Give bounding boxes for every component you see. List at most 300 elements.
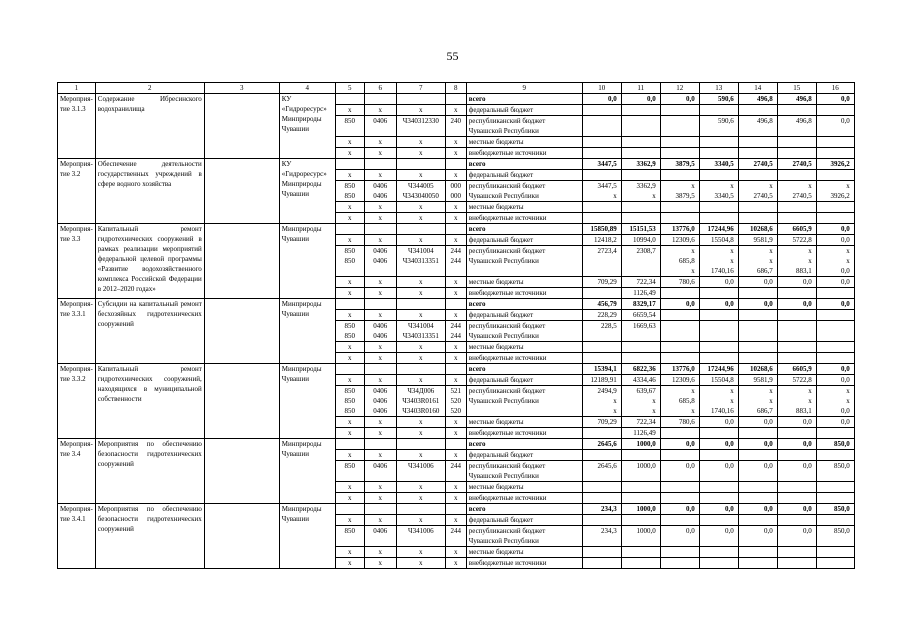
value-cell-14: 0,0 xyxy=(738,439,777,450)
value-cell-10 xyxy=(582,148,621,159)
value-cell-14: 2740,5 xyxy=(738,159,777,170)
header-row xyxy=(58,83,855,94)
value-cell-14: 496,8 xyxy=(738,116,777,137)
funding-source: всего xyxy=(466,439,582,450)
value-cell-12 xyxy=(660,116,699,137)
value-cell-14: 10268,6 xyxy=(738,224,777,235)
value-cell-14: 9581,9 xyxy=(738,235,777,246)
value-cell-10 xyxy=(582,515,621,526)
value-cell-11: 722,34 xyxy=(621,417,660,428)
value-cell-12: 0,0 xyxy=(660,439,699,450)
value-cell-16: x x 0,0 xyxy=(816,246,854,277)
code-cell-c8: 000 000 xyxy=(445,181,466,202)
value-cell-10: 2645,6 xyxy=(582,461,621,482)
value-cell-11: 4334,46 xyxy=(621,375,660,386)
code-cell-c7: x xyxy=(396,288,445,299)
column-header-14: 14 xyxy=(738,83,777,94)
activity-description: Обеспечение деятельности государственных учреждений в сфере водного хозяйства xyxy=(95,159,204,224)
table-row xyxy=(58,159,855,170)
code-cell-c8: x xyxy=(445,137,466,148)
code-cell-c5: x xyxy=(335,277,364,288)
funding-source: всего xyxy=(466,504,582,515)
value-cell-15: 5722,8 xyxy=(777,375,816,386)
value-cell-14: 10268,6 xyxy=(738,364,777,375)
value-cell-13 xyxy=(699,515,738,526)
funding-source: внебюджетные источники xyxy=(466,493,582,504)
code-cell-c6: x xyxy=(364,450,396,461)
value-cell-13 xyxy=(699,547,738,558)
value-cell-10: 15394,1 xyxy=(582,364,621,375)
value-cell-10: 228,5 xyxy=(582,321,621,342)
code-cell-c8 xyxy=(445,439,466,450)
funding-source: федеральный бюджет xyxy=(466,235,582,246)
value-cell-16: 0,0 xyxy=(816,224,854,235)
funding-source: местные бюджеты xyxy=(466,417,582,428)
value-cell-11: 6659,54 xyxy=(621,310,660,321)
activity-description: Капитальный ремонт гидротехнических сооружений, находящихся в муниципальной собственности xyxy=(95,364,204,439)
value-cell-15 xyxy=(777,493,816,504)
value-cell-13 xyxy=(699,450,738,461)
value-cell-15 xyxy=(777,342,816,353)
funding-source: внебюджетные источники xyxy=(466,288,582,299)
code-cell-c8: x xyxy=(445,375,466,386)
value-cell-16: 0,0 xyxy=(816,94,854,105)
funding-source: местные бюджеты xyxy=(466,137,582,148)
activity-description: Содержание Ибресинского водохранилища xyxy=(95,94,204,159)
value-cell-11 xyxy=(621,450,660,461)
value-cell-14 xyxy=(738,321,777,342)
funding-source: федеральный бюджет xyxy=(466,515,582,526)
code-cell-c5: 850 850 xyxy=(335,181,364,202)
code-cell-c6: x xyxy=(364,375,396,386)
activity-description: Субсидии на капитальный ремонт бесхозяйных гидротехнических сооружений xyxy=(95,299,204,364)
value-cell-10 xyxy=(582,288,621,299)
column-header-15: 15 xyxy=(777,83,816,94)
code-cell-c7: Ч341004 Ч340313351 xyxy=(396,321,445,342)
value-cell-14: 0,0 xyxy=(738,417,777,428)
code-cell-c8: x xyxy=(445,310,466,321)
code-cell-c8: 240 xyxy=(445,116,466,137)
value-cell-15: 0,0 xyxy=(777,504,816,515)
value-cell-12: 13776,0 xyxy=(660,224,699,235)
value-cell-11: 0,0 xyxy=(621,94,660,105)
value-cell-16 xyxy=(816,558,854,569)
code-cell-c8: x xyxy=(445,105,466,116)
code-cell-c6: 0406 0406 xyxy=(364,181,396,202)
value-cell-16: 0,0 xyxy=(816,417,854,428)
funding-source: внебюджетные источники xyxy=(466,148,582,159)
value-cell-11 xyxy=(621,353,660,364)
value-cell-10: 2494,9 x x xyxy=(582,386,621,417)
value-cell-11 xyxy=(621,148,660,159)
funding-source: всего xyxy=(466,159,582,170)
table-row xyxy=(58,94,855,105)
code-cell-c6: x xyxy=(364,342,396,353)
value-cell-11 xyxy=(621,342,660,353)
code-cell-c5: x xyxy=(335,170,364,181)
code-cell-c5: 850 850 850 xyxy=(335,386,364,417)
value-cell-11: 1669,63 xyxy=(621,321,660,342)
table-row xyxy=(58,364,855,375)
funding-source: всего xyxy=(466,299,582,310)
value-cell-16 xyxy=(816,353,854,364)
value-cell-13: 590,6 xyxy=(699,94,738,105)
code-cell-c8: x xyxy=(445,148,466,159)
code-cell-c8: 244 xyxy=(445,526,466,547)
funding-source: местные бюджеты xyxy=(466,482,582,493)
value-cell-16 xyxy=(816,428,854,439)
value-cell-12: 12309,6 xyxy=(660,235,699,246)
value-cell-14: 0,0 xyxy=(738,277,777,288)
code-cell-c5 xyxy=(335,94,364,105)
value-cell-16 xyxy=(816,450,854,461)
code-cell-c5: x xyxy=(335,288,364,299)
responsible-cell xyxy=(204,94,279,159)
code-cell-c7: x xyxy=(396,310,445,321)
value-cell-12 xyxy=(660,170,699,181)
value-cell-11 xyxy=(621,105,660,116)
value-cell-12: 0,0 xyxy=(660,461,699,482)
column-header-13: 13 xyxy=(699,83,738,94)
value-cell-14 xyxy=(738,310,777,321)
value-cell-10: 2723,4 xyxy=(582,246,621,277)
code-cell-c7: x xyxy=(396,558,445,569)
code-cell-c7: x xyxy=(396,417,445,428)
value-cell-13: x 3340,5 xyxy=(699,181,738,202)
value-cell-16: x 3926,2 xyxy=(816,181,854,202)
value-cell-15: 6605,9 xyxy=(777,224,816,235)
value-cell-12 xyxy=(660,558,699,569)
value-cell-16 xyxy=(816,148,854,159)
value-cell-14 xyxy=(738,482,777,493)
value-cell-13 xyxy=(699,288,738,299)
value-cell-11: 1000,0 xyxy=(621,526,660,547)
executor-cell: Минприроды Чувашии xyxy=(279,364,335,439)
value-cell-14: 0,0 xyxy=(738,504,777,515)
value-cell-10 xyxy=(582,116,621,137)
value-cell-15: x 2740,5 xyxy=(777,181,816,202)
code-cell-c5: 850 xyxy=(335,526,364,547)
value-cell-12: x 685,8 x xyxy=(660,386,699,417)
responsible-cell xyxy=(204,439,279,504)
funding-source: республиканский бюджет Чувашской Республики xyxy=(466,461,582,482)
code-cell-c5: x xyxy=(335,105,364,116)
value-cell-13 xyxy=(699,202,738,213)
code-cell-c5 xyxy=(335,299,364,310)
code-cell-c5: x xyxy=(335,547,364,558)
value-cell-14 xyxy=(738,170,777,181)
value-cell-11: 1000,0 xyxy=(621,504,660,515)
value-cell-15: x x 883,1 xyxy=(777,386,816,417)
code-cell-c5: x xyxy=(335,235,364,246)
value-cell-12: 13776,0 xyxy=(660,364,699,375)
value-cell-15: 2740,5 xyxy=(777,159,816,170)
value-cell-10 xyxy=(582,482,621,493)
code-cell-c6: 0406 0406 xyxy=(364,321,396,342)
value-cell-15: 5722,8 xyxy=(777,235,816,246)
value-cell-15 xyxy=(777,170,816,181)
code-cell-c5: 850 xyxy=(335,461,364,482)
value-cell-15 xyxy=(777,353,816,364)
page-number: 55 xyxy=(446,49,459,63)
code-cell-c7 xyxy=(396,439,445,450)
value-cell-13 xyxy=(699,170,738,181)
code-cell-c7: x xyxy=(396,170,445,181)
value-cell-16 xyxy=(816,321,854,342)
value-cell-11 xyxy=(621,515,660,526)
value-cell-11: 1000,0 xyxy=(621,461,660,482)
code-cell-c6: x xyxy=(364,417,396,428)
value-cell-16: 0,0 xyxy=(816,299,854,310)
code-cell-c6 xyxy=(364,94,396,105)
code-cell-c6: x xyxy=(364,493,396,504)
executor-cell: КУ «Гидроресурс» Минприроды Чувашии xyxy=(279,159,335,224)
column-header-9: 9 xyxy=(466,83,582,94)
code-cell-c8: x xyxy=(445,493,466,504)
value-cell-12: 0,0 xyxy=(660,94,699,105)
column-header-11: 11 xyxy=(621,83,660,94)
value-cell-16 xyxy=(816,342,854,353)
table-row xyxy=(58,439,855,450)
responsible-cell xyxy=(204,224,279,299)
value-cell-11 xyxy=(621,137,660,148)
executor-cell: КУ «Гидроресурс» Минприроды Чувашии xyxy=(279,94,335,159)
funding-source: местные бюджеты xyxy=(466,277,582,288)
value-cell-10: 3447,5 x xyxy=(582,181,621,202)
value-cell-12 xyxy=(660,288,699,299)
column-header-10: 10 xyxy=(582,83,621,94)
code-cell-c7 xyxy=(396,364,445,375)
code-cell-c7: x xyxy=(396,493,445,504)
value-cell-11 xyxy=(621,493,660,504)
value-cell-13: 0,0 xyxy=(699,439,738,450)
value-cell-16 xyxy=(816,493,854,504)
value-cell-13: 0,0 xyxy=(699,299,738,310)
code-cell-c5: x xyxy=(335,558,364,569)
code-cell-c6: x xyxy=(364,482,396,493)
value-cell-16 xyxy=(816,202,854,213)
table-row xyxy=(58,299,855,310)
value-cell-14 xyxy=(738,288,777,299)
code-cell-c7: Ч341006 xyxy=(396,526,445,547)
value-cell-13 xyxy=(699,310,738,321)
code-cell-c7: x xyxy=(396,137,445,148)
code-cell-c6 xyxy=(364,224,396,235)
value-cell-14 xyxy=(738,515,777,526)
code-cell-c8 xyxy=(445,159,466,170)
code-cell-c8: 521 520 520 xyxy=(445,386,466,417)
value-cell-13 xyxy=(699,353,738,364)
funding-source: федеральный бюджет xyxy=(466,170,582,181)
responsible-cell xyxy=(204,159,279,224)
value-cell-12 xyxy=(660,310,699,321)
value-cell-15: 0,0 xyxy=(777,299,816,310)
value-cell-13: 590,6 xyxy=(699,116,738,137)
value-cell-10: 234,3 xyxy=(582,504,621,515)
executor-cell: Минприроды Чувашии xyxy=(279,224,335,299)
activity-name: Мероприя-тие 3.3.1 xyxy=(58,299,96,364)
value-cell-13: 15504,8 xyxy=(699,235,738,246)
value-cell-16: 850,0 xyxy=(816,461,854,482)
budget-table xyxy=(57,82,855,569)
value-cell-16 xyxy=(816,288,854,299)
code-cell-c6 xyxy=(364,439,396,450)
value-cell-16 xyxy=(816,170,854,181)
code-cell-c7 xyxy=(396,504,445,515)
value-cell-15: 0,0 xyxy=(777,439,816,450)
code-cell-c6: x xyxy=(364,310,396,321)
value-cell-11: 1126,49 xyxy=(621,428,660,439)
code-cell-c6 xyxy=(364,159,396,170)
value-cell-12: 780,6 xyxy=(660,417,699,428)
responsible-cell xyxy=(204,504,279,569)
value-cell-13: x x 1740,16 xyxy=(699,246,738,277)
value-cell-13 xyxy=(699,493,738,504)
funding-source: внебюджетные источники xyxy=(466,558,582,569)
value-cell-12 xyxy=(660,428,699,439)
value-cell-13 xyxy=(699,105,738,116)
code-cell-c8: x xyxy=(445,558,466,569)
value-cell-13: 17244,96 xyxy=(699,364,738,375)
code-cell-c6: x xyxy=(364,288,396,299)
value-cell-11: 1000,0 xyxy=(621,439,660,450)
value-cell-11 xyxy=(621,482,660,493)
value-cell-10: 709,29 xyxy=(582,417,621,428)
code-cell-c5: x xyxy=(335,213,364,224)
code-cell-c7: x xyxy=(396,353,445,364)
value-cell-14 xyxy=(738,450,777,461)
code-cell-c5: x xyxy=(335,342,364,353)
value-cell-14: x x 686,7 xyxy=(738,386,777,417)
value-cell-14 xyxy=(738,547,777,558)
code-cell-c7: x xyxy=(396,342,445,353)
value-cell-13 xyxy=(699,482,738,493)
code-cell-c8: 244 244 xyxy=(445,321,466,342)
value-cell-11: 639,67 x x xyxy=(621,386,660,417)
value-cell-15 xyxy=(777,558,816,569)
value-cell-10: 15850,89 xyxy=(582,224,621,235)
value-cell-13: 0,0 xyxy=(699,526,738,547)
value-cell-15: 0,0 xyxy=(777,461,816,482)
activity-name: Мероприя-тие 3.3.2 xyxy=(58,364,96,439)
code-cell-c5: 850 xyxy=(335,116,364,137)
funding-source: республиканский бюджет Чувашской Республики xyxy=(466,181,582,202)
value-cell-14 xyxy=(738,202,777,213)
value-cell-10 xyxy=(582,547,621,558)
code-cell-c5: x xyxy=(335,493,364,504)
value-cell-14 xyxy=(738,148,777,159)
code-cell-c6: x xyxy=(364,558,396,569)
funding-source: республиканский бюджет Чувашской Республики xyxy=(466,246,582,277)
code-cell-c8: x xyxy=(445,288,466,299)
funding-source: всего xyxy=(466,94,582,105)
value-cell-15 xyxy=(777,547,816,558)
code-cell-c5: x xyxy=(335,482,364,493)
value-cell-15: 496,8 xyxy=(777,94,816,105)
value-cell-15 xyxy=(777,428,816,439)
value-cell-14 xyxy=(738,213,777,224)
code-cell-c6: 0406 xyxy=(364,461,396,482)
code-cell-c7: Ч341006 xyxy=(396,461,445,482)
code-cell-c7: x xyxy=(396,482,445,493)
value-cell-10 xyxy=(582,428,621,439)
value-cell-11: 6822,36 xyxy=(621,364,660,375)
value-cell-12 xyxy=(660,493,699,504)
value-cell-16: 0,0 xyxy=(816,364,854,375)
value-cell-10: 12189,91 xyxy=(582,375,621,386)
value-cell-16 xyxy=(816,310,854,321)
code-cell-c7: Ч344005 Ч343040050 xyxy=(396,181,445,202)
code-cell-c8: x xyxy=(445,170,466,181)
value-cell-13 xyxy=(699,137,738,148)
code-cell-c5: 850 850 xyxy=(335,321,364,342)
value-cell-13: 3340,5 xyxy=(699,159,738,170)
value-cell-14 xyxy=(738,137,777,148)
value-cell-11: 3362,9 x xyxy=(621,181,660,202)
code-cell-c5: 850 850 xyxy=(335,246,364,277)
value-cell-13: 0,0 xyxy=(699,504,738,515)
code-cell-c8: x xyxy=(445,482,466,493)
responsible-cell xyxy=(204,364,279,439)
code-cell-c7: x xyxy=(396,277,445,288)
code-cell-c8: x xyxy=(445,515,466,526)
code-cell-c7: x xyxy=(396,547,445,558)
funding-source: внебюджетные источники xyxy=(466,428,582,439)
funding-source: республиканский бюджет Чувашской Республики xyxy=(466,386,582,417)
value-cell-12 xyxy=(660,450,699,461)
value-cell-12: x 3879,5 xyxy=(660,181,699,202)
value-cell-10 xyxy=(582,213,621,224)
value-cell-11: 3362,9 xyxy=(621,159,660,170)
value-cell-12: x 685,8 x xyxy=(660,246,699,277)
code-cell-c6: x xyxy=(364,353,396,364)
funding-source: федеральный бюджет xyxy=(466,105,582,116)
funding-source: внебюджетные источники xyxy=(466,213,582,224)
value-cell-10 xyxy=(582,170,621,181)
code-cell-c6: x xyxy=(364,148,396,159)
code-cell-c5: x xyxy=(335,515,364,526)
value-cell-13: x x 1740,16 xyxy=(699,386,738,417)
column-header-2: 2 xyxy=(95,83,204,94)
value-cell-11 xyxy=(621,547,660,558)
value-cell-12 xyxy=(660,321,699,342)
value-cell-14 xyxy=(738,428,777,439)
value-cell-14 xyxy=(738,342,777,353)
activity-name: Мероприя-тие 3.4.1 xyxy=(58,504,96,569)
value-cell-16 xyxy=(816,515,854,526)
value-cell-12 xyxy=(660,353,699,364)
activity-name: Мероприя-тие 3.1.3 xyxy=(58,94,96,159)
value-cell-14: 0,0 xyxy=(738,461,777,482)
value-cell-15 xyxy=(777,148,816,159)
value-cell-12 xyxy=(660,342,699,353)
column-header-6: 6 xyxy=(364,83,396,94)
code-cell-c6: x xyxy=(364,235,396,246)
value-cell-13 xyxy=(699,148,738,159)
value-cell-11: 2308,7 xyxy=(621,246,660,277)
funding-source: федеральный бюджет xyxy=(466,450,582,461)
value-cell-14 xyxy=(738,353,777,364)
value-cell-11: 10994,0 xyxy=(621,235,660,246)
code-cell-c5 xyxy=(335,439,364,450)
value-cell-16: 850,0 xyxy=(816,439,854,450)
value-cell-13 xyxy=(699,213,738,224)
activity-description: Мероприятия по обеспечению безопасности гидротехнических сооружений xyxy=(95,504,204,569)
code-cell-c6: 0406 xyxy=(364,526,396,547)
value-cell-12 xyxy=(660,482,699,493)
value-cell-10: 3447,5 xyxy=(582,159,621,170)
code-cell-c6: x xyxy=(364,213,396,224)
